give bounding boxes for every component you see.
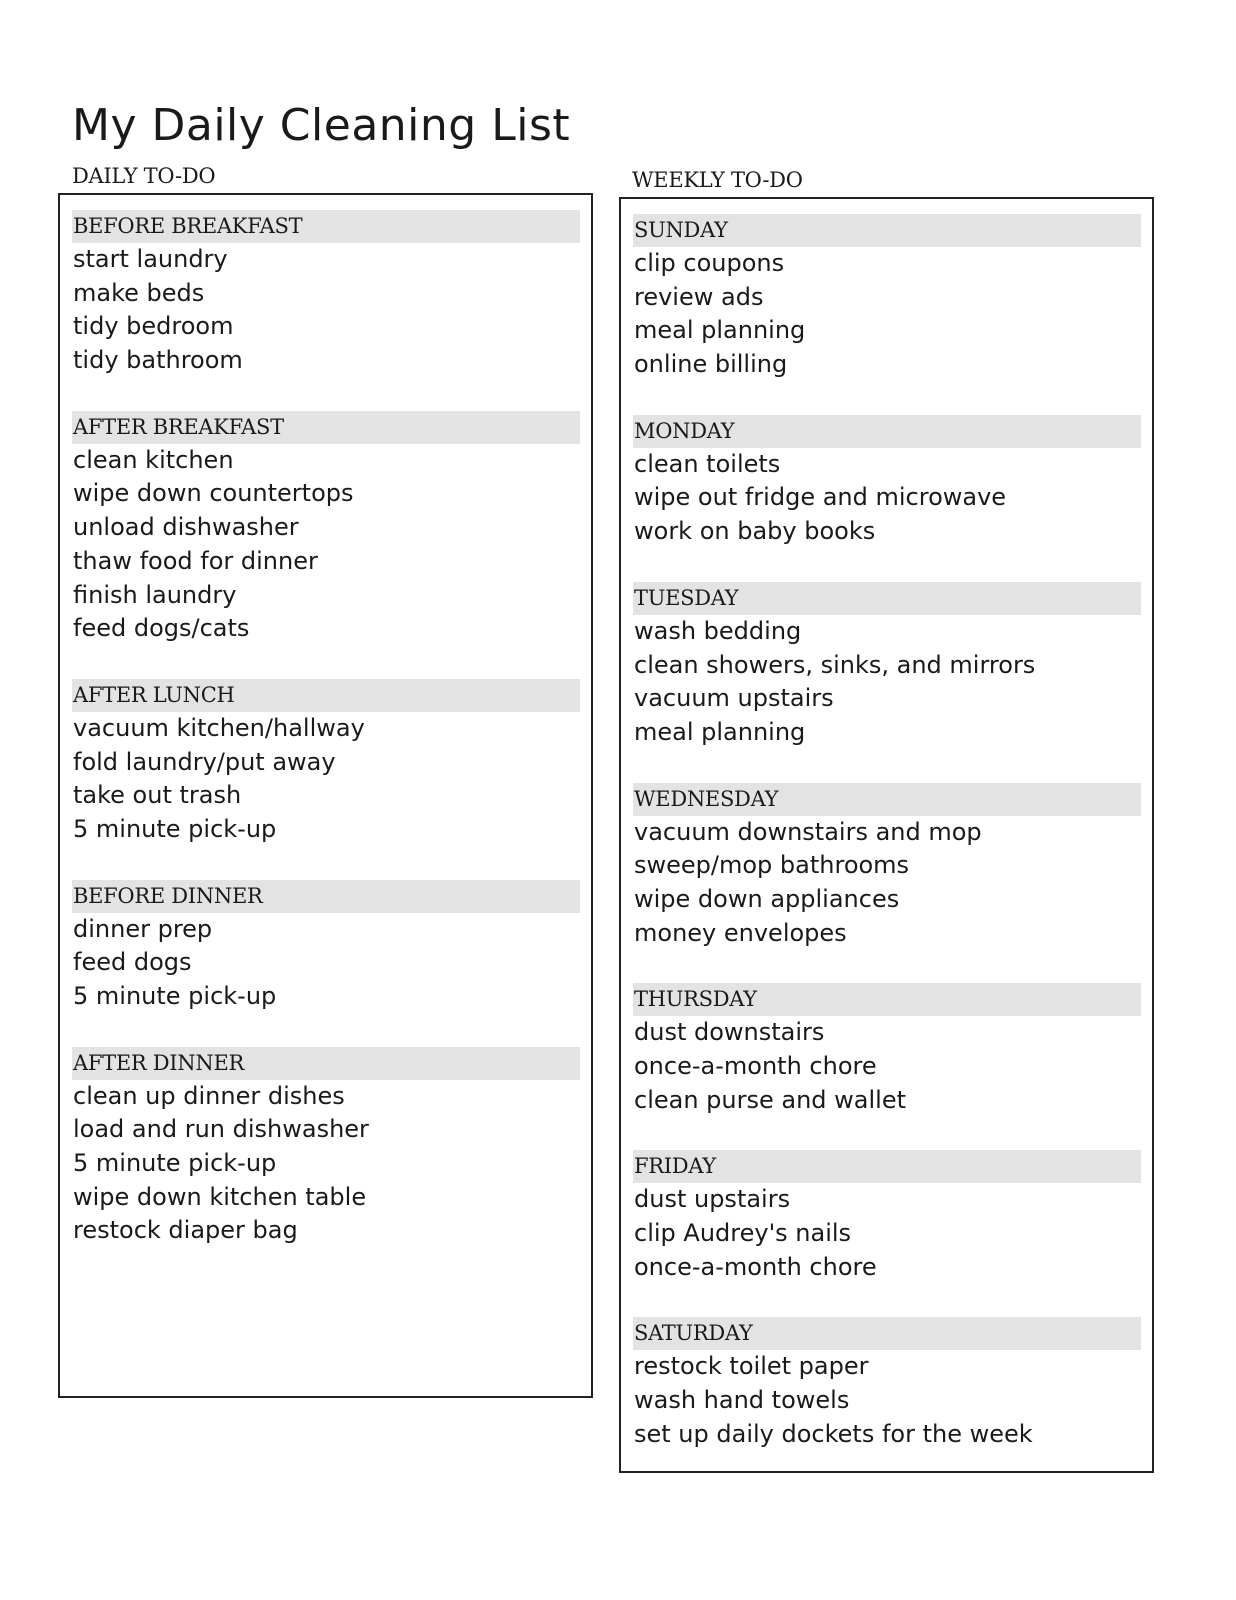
task-list — [633, 816, 1140, 951]
section-header: AFTER BREAKFAST — [72, 411, 580, 444]
section-wednesday — [633, 783, 1140, 951]
task-list — [72, 712, 579, 847]
section-tuesday — [633, 582, 1140, 750]
task-item: set up daily dockets for the week — [634, 1419, 1033, 1448]
task-item: vacuum kitchen/hallway — [73, 713, 365, 742]
section-header: BEFORE BREAKFAST — [72, 210, 580, 243]
task-list — [633, 448, 1140, 549]
task-item: take out trash — [73, 781, 242, 810]
task-item: wipe down appliances — [634, 884, 900, 913]
task-item: once-a-month chore — [634, 1252, 877, 1281]
task-item: feed dogs/cats — [73, 614, 250, 643]
task-item: 5 minute pick-up — [73, 982, 277, 1010]
task-item: 5 minute pick-up — [73, 1149, 277, 1178]
task-item: clean up dinner dishes — [73, 1081, 345, 1110]
task-item: feed dogs — [73, 948, 192, 977]
task-item: wipe down countertops — [73, 479, 354, 508]
task-item: clean purse and wallet — [634, 1085, 907, 1114]
section-header: SUNDAY — [633, 214, 1141, 247]
task-list — [633, 1183, 1140, 1284]
section-header: WEDNESDAY — [633, 783, 1141, 816]
task-list — [72, 444, 579, 646]
task-item: vacuum upstairs — [634, 684, 834, 713]
task-item: finish laundry — [73, 580, 237, 609]
section-header: THURSDAY — [633, 983, 1141, 1016]
task-item: unload dishwasher — [73, 513, 299, 542]
section-sunday — [633, 214, 1140, 382]
task-list — [72, 243, 579, 378]
task-item: once-a-month chore — [634, 1052, 877, 1080]
task-item: make beds — [73, 278, 205, 307]
task-item: clean kitchen — [73, 445, 234, 474]
page-title: My Daily Cleaning List — [72, 100, 571, 151]
task-item: clean toilets — [634, 449, 781, 478]
task-item: start laundry — [73, 245, 228, 273]
task-item: thaw food for dinner — [73, 546, 318, 575]
task-item: 5 minute pick-up — [73, 814, 277, 843]
section-before-dinner — [72, 880, 579, 1014]
task-list — [633, 247, 1140, 382]
task-item: review ads — [634, 282, 764, 311]
section-header: MONDAY — [633, 415, 1141, 448]
task-list — [633, 1016, 1140, 1117]
section-header: BEFORE DINNER — [72, 880, 580, 913]
task-item: meal planning — [634, 717, 806, 746]
section-after-lunch — [72, 679, 579, 847]
task-item: load and run dishwasher — [73, 1115, 369, 1144]
task-item: work on baby books — [634, 517, 876, 546]
task-item: clip coupons — [634, 249, 785, 277]
task-list — [633, 1350, 1140, 1451]
section-friday — [633, 1150, 1140, 1284]
section-saturday — [633, 1317, 1140, 1451]
section-header: AFTER LUNCH — [72, 679, 580, 712]
task-list — [633, 615, 1140, 750]
task-item: wipe out fridge and microwave — [634, 483, 1007, 512]
section-after-breakfast — [72, 411, 579, 646]
task-item: dinner prep — [73, 914, 213, 943]
task-item: dust downstairs — [634, 1018, 825, 1047]
section-before-breakfast — [72, 210, 579, 378]
task-item: meal planning — [634, 316, 806, 345]
section-header: TUESDAY — [633, 582, 1141, 615]
task-item: tidy bedroom — [73, 312, 234, 341]
task-item: money envelopes — [634, 918, 847, 947]
task-item: tidy bathroom — [73, 346, 243, 375]
weekly-todo-label: WEEKLY TO-DO — [632, 168, 803, 192]
task-item: clean showers, sinks, and mirrors — [634, 650, 1036, 679]
task-item: wash bedding — [634, 616, 802, 645]
section-thursday — [633, 983, 1140, 1117]
section-header: FRIDAY — [633, 1150, 1141, 1183]
task-item: fold laundry/put away — [73, 747, 336, 776]
daily-todo-panel — [58, 193, 593, 1398]
task-list — [72, 1080, 579, 1248]
section-header: AFTER DINNER — [72, 1047, 580, 1080]
task-item: wipe down kitchen table — [73, 1182, 367, 1211]
task-item: sweep/mop bathrooms — [634, 851, 910, 880]
section-monday — [633, 415, 1140, 549]
section-after-dinner — [72, 1047, 579, 1248]
task-item: restock diaper bag — [73, 1216, 298, 1245]
task-item: clip Audrey's nails — [634, 1219, 852, 1248]
task-item: wash hand towels — [634, 1386, 850, 1415]
daily-todo-label: DAILY TO-DO — [72, 164, 216, 188]
task-item: vacuum downstairs and mop — [634, 817, 982, 846]
task-item: restock toilet paper — [634, 1352, 869, 1381]
task-item: online billing — [634, 350, 788, 379]
section-header: SATURDAY — [633, 1317, 1141, 1350]
weekly-todo-panel — [619, 197, 1154, 1473]
task-item: dust upstairs — [634, 1185, 791, 1214]
task-list — [72, 913, 579, 1014]
